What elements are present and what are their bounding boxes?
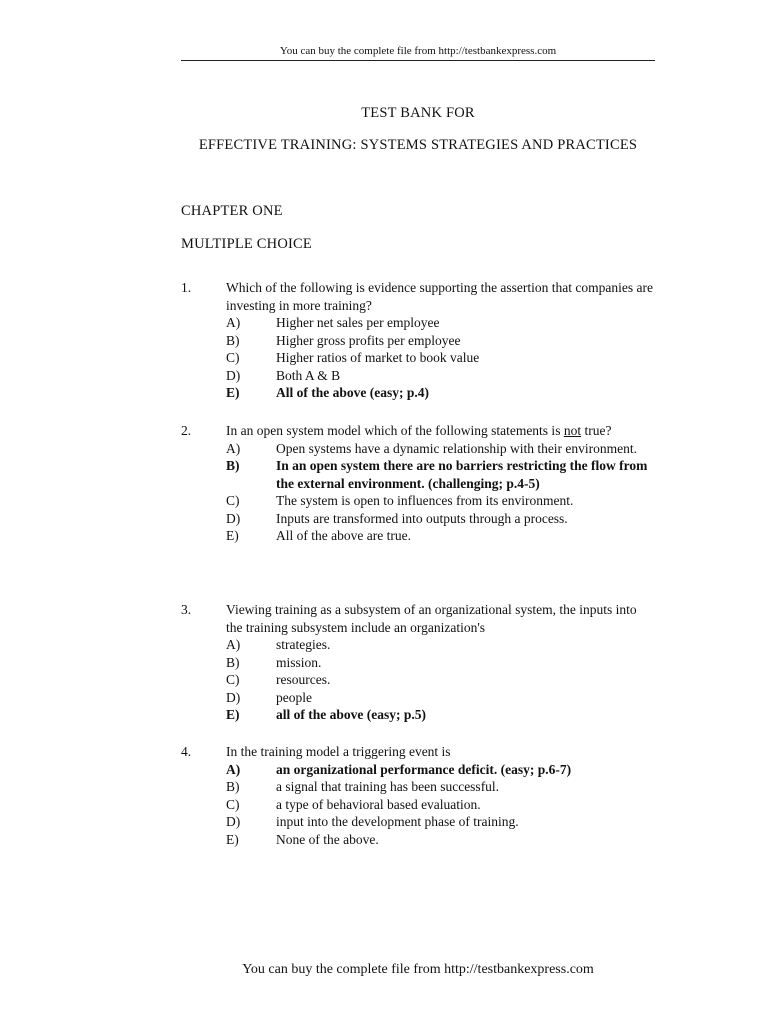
- question-4: [181, 743, 661, 848]
- answer-option-a-correct: [181, 761, 661, 779]
- option-text: a type of behavioral based evaluation.: [276, 796, 481, 812]
- option-letter: B): [226, 332, 240, 348]
- option-letter: A): [226, 637, 241, 652]
- question-emphasis: not: [563, 423, 582, 438]
- question-text-part: true?: [581, 423, 612, 438]
- option-letter: E): [226, 707, 240, 722]
- question-text-part: In an open system model which of the following statements is: [226, 423, 564, 438]
- option-letter: E): [226, 528, 239, 543]
- question-stem: [181, 422, 661, 440]
- option-text: an organizational performance deficit. (easy; p.6-7): [276, 761, 572, 777]
- answer-option-d: [181, 689, 661, 707]
- answer-options: [181, 761, 661, 849]
- answer-option-d: [181, 367, 661, 385]
- document-title-line-1: TEST BANK FOR: [361, 105, 475, 121]
- answer-options: [181, 636, 661, 724]
- answer-option-a: [181, 314, 661, 332]
- option-letter: D): [226, 367, 241, 383]
- answer-option-d: [181, 813, 661, 831]
- question-stem: [181, 743, 661, 761]
- option-letter: E): [226, 385, 240, 400]
- answer-option-e: [181, 527, 661, 545]
- option-text: resources.: [276, 672, 331, 687]
- option-text: All of the above (easy; p.4): [276, 385, 429, 400]
- chapter-heading: CHAPTER ONE: [181, 203, 283, 219]
- question-text: Which of the following is evidence supporting the assertion that companies are investing in more training?: [226, 280, 654, 313]
- answer-option-b: [181, 778, 661, 796]
- option-letter: D): [226, 510, 241, 526]
- header-divider: [181, 60, 655, 61]
- footer-note: You can buy the complete file from http://testbankexpress.com: [242, 962, 594, 977]
- option-text: strategies.: [276, 637, 331, 652]
- answer-option-c: [181, 796, 661, 814]
- question-text: Viewing training as a subsystem of an organizational system, the inputs into the training subsystem include an organization's: [226, 602, 637, 635]
- option-text: Higher gross profits per employee: [276, 332, 461, 348]
- answer-option-e: [181, 831, 661, 849]
- question-number: 4.: [181, 744, 192, 759]
- option-letter: B): [226, 779, 240, 794]
- question-number: 3.: [181, 602, 192, 617]
- option-text: a signal that training has been successful.: [276, 779, 500, 794]
- option-letter: B): [226, 654, 240, 670]
- option-text: All of the above are true.: [276, 528, 411, 543]
- option-text: Higher ratios of market to book value: [276, 350, 480, 365]
- option-text: None of the above.: [276, 831, 379, 847]
- question-number: 2.: [181, 423, 192, 438]
- option-text: Inputs are transformed into outputs through a process.: [276, 510, 568, 526]
- option-letter: A): [226, 761, 241, 777]
- option-text: input into the development phase of training.: [276, 814, 519, 829]
- option-text: all of the above (easy; p.5): [276, 707, 426, 722]
- answer-options: [181, 440, 661, 545]
- question-3: [181, 601, 661, 724]
- option-text: people: [276, 689, 312, 705]
- answer-option-e-correct: [181, 384, 661, 402]
- answer-option-c: [181, 492, 661, 510]
- answer-option-a: [181, 636, 661, 654]
- question-text: [226, 422, 656, 440]
- answer-option-b: [181, 332, 661, 350]
- answer-option-e-correct: [181, 706, 661, 724]
- option-letter: D): [226, 689, 241, 705]
- option-text: In an open system there are no barriers restricting the flow from the external environment. (challenging; p.4-5): [276, 458, 648, 491]
- option-letter: A): [226, 315, 241, 330]
- option-letter: C): [226, 796, 240, 812]
- option-letter: B): [226, 458, 240, 473]
- answer-option-c: [181, 349, 661, 367]
- answer-option-b-correct: [181, 457, 661, 492]
- question-number: 1.: [181, 280, 192, 295]
- question-1: [181, 279, 661, 402]
- answer-option-d: [181, 510, 661, 528]
- option-letter: C): [226, 672, 240, 687]
- question-2: [181, 422, 661, 545]
- answer-option-b: [181, 654, 661, 672]
- option-text: Open systems have a dynamic relationship with their environment.: [276, 440, 638, 456]
- option-letter: C): [226, 493, 240, 508]
- option-text: Both A & B: [276, 367, 341, 383]
- option-letter: C): [226, 350, 240, 365]
- question-stem: [181, 601, 661, 636]
- option-text: Higher net sales per employee: [276, 315, 440, 330]
- document-title-line-2: EFFECTIVE TRAINING: SYSTEMS STRATEGIES AND PRACTICES: [198, 137, 638, 153]
- option-letter: E): [226, 831, 239, 847]
- option-text: The system is open to influences from its environment.: [276, 493, 574, 508]
- header-note: You can buy the complete file from http://testbankexpress.com: [279, 45, 557, 57]
- answer-option-c: [181, 671, 661, 689]
- option-text: mission.: [276, 654, 322, 670]
- option-letter: D): [226, 814, 241, 829]
- section-heading: MULTIPLE CHOICE: [181, 236, 312, 252]
- option-letter: A): [226, 440, 241, 456]
- question-text: In the training model a triggering event is: [226, 744, 451, 759]
- question-stem: [181, 279, 661, 314]
- answer-option-a: [181, 440, 661, 458]
- answer-options: [181, 314, 661, 402]
